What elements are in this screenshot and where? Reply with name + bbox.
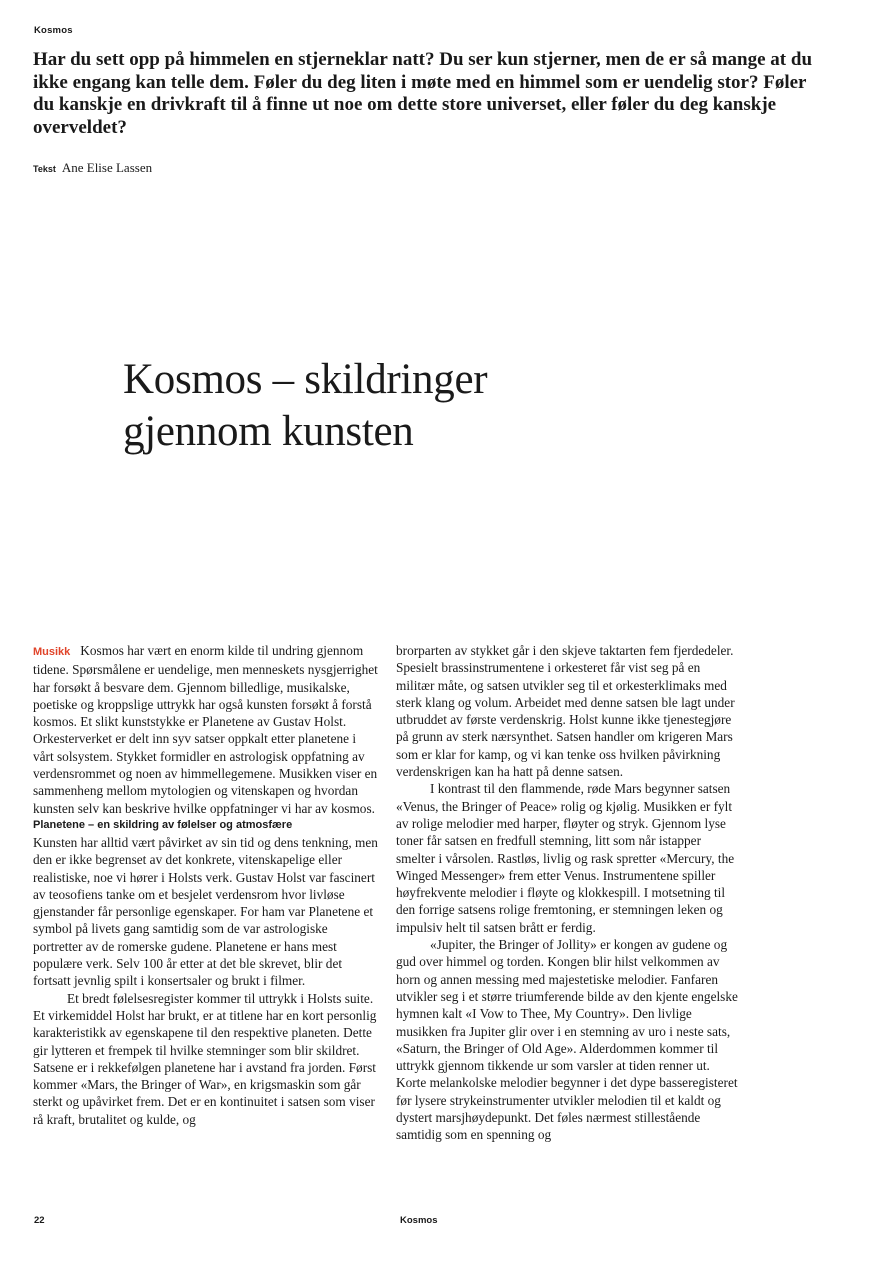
article-paragraph: I kontrast til den flammende, røde Mars begynner satsen «Venus, the Bringer of Peace» rolig og kjølig. Musikken er fylt av rolige melodier med harper, fløyter og stryk. Gjennom lyse toner får satsen en fredfull stemning, litt som når istapper smelter i vårsolen. Rastløs, livlig og rask spretter «Mercury, the Winged Messenger» frem etter Venus. Instrumentene spiller høyfrekvente melodier i fløyte og klokkespill. I motsetning til den forrige satsens rolige fremtoning, er stemningen leken og impulsiv helt til satsen brått er ferdig. [396, 781, 735, 935]
article-title: Kosmos – skildringer gjennom kunsten [123, 356, 488, 455]
subheading: Planetene – en skildring av følelser og atmosfære [33, 818, 293, 831]
article-column-2 [396, 642, 741, 1144]
byline-author: Ane Elise Lassen [61, 160, 153, 175]
page-number: 22 [34, 1215, 45, 1226]
article-paragraph: brorparten av stykket går i den skjeve taktarten fem fjerdedeler. Spesielt brassinstrumentene i orkesteret får vist seg på en militær måte, og satsen utvikler seg til et orkesterklimaks med sterk klang og volum. Arbeidet med denne satsen ble lagt under utbruddet av første verdenskrig. Holst kunne ikke tjenestegjøre på grunn av sterk nærsynthet. Satsen handler om krigeren Mars som er klar for kamp, og vi kan tenke oss hvilken påvirkning verdenskrigen kan ha hatt på denne satsen. [396, 643, 735, 780]
article-paragraph: «Jupiter, the Bringer of Jollity» er kongen av gudene og gud over himmel og torden. Kongen blir hilst velkommen av horn og annen messing med majestetiske melodier. Fanfaren utvikler seg i et større triumferende bilde av den kjente engelske hymnen kalt «I Vow to Thee, My Country». Den livlige musikken fra Jupiter glir over i en stemning av uro i neste sats, «Saturn, the Bringer of Old Age». Alderdommen kommer til uttrykk gjennom tikkende ur som varsler at tiden renner ut. Korte melankolske melodier begynner i det dype basseregisteret før lysere strykeinstrumenter utvikler melodien til et kaldt og dystert marsjhøydepunkt. Det føles nærmest stillestående samtidig som en spenning og [396, 937, 738, 1143]
byline-label: Tekst [33, 164, 56, 174]
byline [33, 160, 152, 176]
article-paragraph: Et bredt følelsesregister kommer til uttrykk i Holsts suite. Et virkemiddel Holst har brukt, er at titlene har en kort personlig karakteristikk av egenskapene til den respektive planeten. Dette gir lytteren et frempek til hvilke stemninger som blir skildret. Satsene er i rekkefølgen planetene har i avstand fra jorden. Først kommer «Mars, the Bringer of War», en krigsmaskin som går sterkt og upåvirket frem. Det er en kontinuitet i satsen som viser rå kraft, brutalitet og kulde, og [33, 990, 377, 1127]
running-footer: Kosmos [400, 1215, 438, 1226]
running-header: Kosmos [34, 25, 73, 36]
article-column-1 [33, 642, 378, 1128]
paragraph-text: Kosmos har vært en enorm kilde til undring gjennom tidene. Spørsmålene er uendelige, men menneskets nysgjerrighet har forsøkt å besvare dem. Gjennom billedlige, musikalske, poetiske og kroppslige uttrykk har også kunsten forsøkt å forstå kosmos. Et slikt kunststykke er Planetene av Gustav Holst. Orkesterverket er delt inn syv satser oppkalt etter planetene i vårt solsystem. Stykket formidler en astrologisk oppfatning av verdensrommet og noen av himmellegemene. Musikken viser en sammenheng mellom mytologien og vitenskapen og hvordan kunsten selv kan beskrive hvilke oppfatninger vi har av kosmos. [33, 643, 378, 816]
section-tag: Musikk [33, 646, 71, 658]
intro-paragraph: Har du sett opp på himmelen en stjerneklar natt? Du ser kun stjerner, men de er så mange at du ikke engang kan telle dem. Føler du deg liten i møte med en himmel som er uendelig stor? Føler du kanskje en drivkraft til å finne ut noe om dette store universet, eller føler du deg kanskje overveldet? [33, 49, 813, 138]
article-paragraph [33, 642, 378, 817]
article-paragraph: Kunsten har alltid vært påvirket av sin tid og dens tenkning, men den er ikke begrenset av det konkrete, vitenskapelige eller realistiske, noe vi hører i Holsts verk. Gustav Holst var fascinert av teosofiens tanke om et besjelet verdensrom hvor livløse gjenstander får personlige egenskaper. For ham var Planetene et symbol på livets gang samtidig som de var astrologiske portretter av de romerske gudene. Planetene er hans mest populære verk. Selv 100 år etter at det ble skrevet, blir det fortsatt jevnlig spilt i konsertsaler og brukt i filmer. [33, 834, 378, 989]
